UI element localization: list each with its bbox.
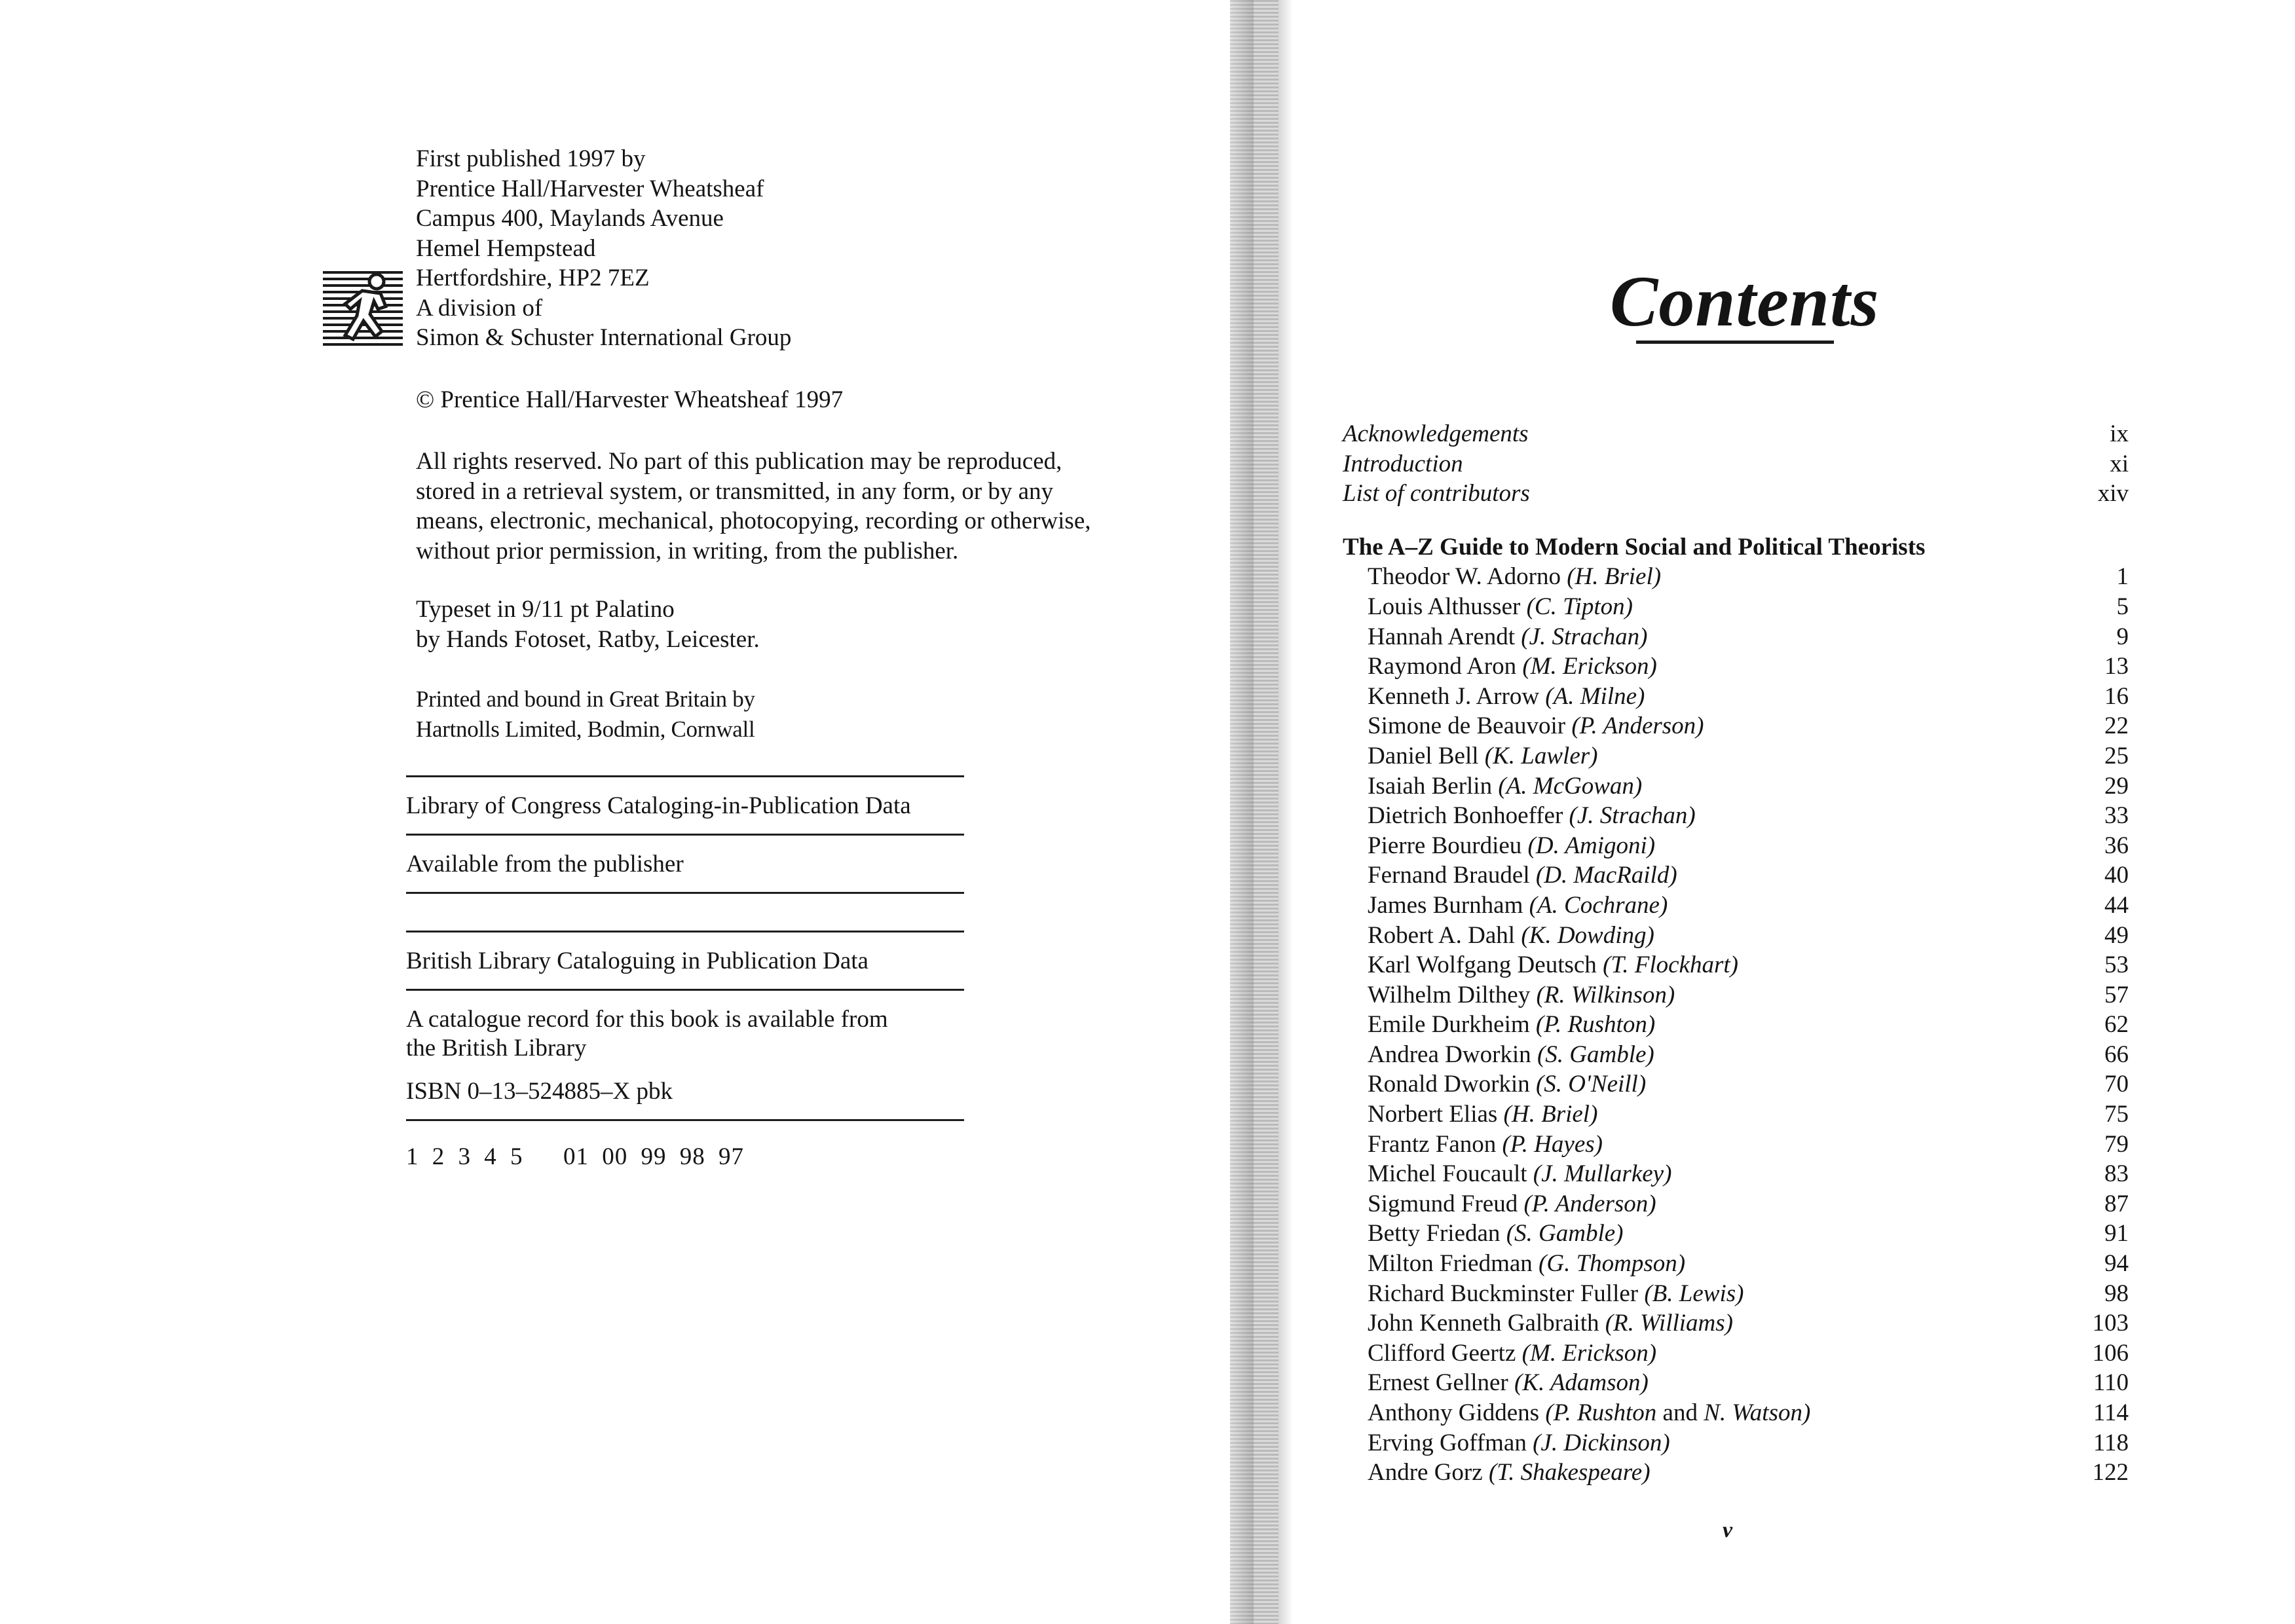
entry-contributor: (K. Lawler): [1484, 742, 1598, 769]
theorist-name: Hannah Arendt: [1368, 623, 1516, 650]
entry-contributor: (H. Briel): [1567, 563, 1662, 591]
toc-entry[interactable]: [1343, 1338, 2129, 1369]
imprint-line: Hemel Hempstead: [416, 234, 596, 262]
rights-line: All rights reserved. No part of this publication may be reproduced,: [416, 448, 1062, 475]
toc-page-number: ix: [2110, 420, 2129, 447]
toc-entry[interactable]: [1343, 1040, 2129, 1070]
toc-entry-label: [1368, 1189, 1656, 1219]
toc-page-number: 25: [2104, 742, 2129, 769]
toc-entry[interactable]: [1343, 1010, 2129, 1040]
toc-entry[interactable]: [1343, 1308, 2129, 1338]
typeset-line: Typeset in 9/11 pt Palatino: [416, 596, 675, 623]
theorist-name: Ronald Dworkin: [1368, 1071, 1530, 1098]
toc-entry-label: [1368, 1159, 1671, 1189]
entry-contributor: (K. Dowding): [1521, 921, 1654, 949]
toc-entry-label: [1368, 652, 1657, 682]
toc-entry[interactable]: [1343, 891, 2129, 921]
toc-entry[interactable]: [1343, 1099, 2129, 1130]
toc-page-number: 66: [2104, 1041, 2129, 1068]
divider: [406, 1119, 964, 1121]
loc-availability: Available from the publisher: [406, 851, 684, 877]
toc-entry-label: [1368, 1308, 1733, 1338]
printing-impression-line: [406, 1143, 744, 1171]
theorist-name: Dietrich Bonhoeffer: [1368, 802, 1563, 830]
toc-entry[interactable]: [1343, 1279, 2129, 1309]
toc-entry[interactable]: [1343, 1219, 2129, 1249]
entry-contributor: (P. Anderson): [1523, 1190, 1656, 1217]
toc-entry-label: [1368, 592, 1633, 622]
publisher-logo-icon: [323, 268, 403, 350]
entry-contributor: (P. Hayes): [1502, 1130, 1603, 1158]
toc-entry[interactable]: [1343, 562, 2129, 592]
cataloguing-box: [406, 775, 964, 1121]
entry-contributor: (B. Lewis): [1644, 1280, 1744, 1307]
toc-entry[interactable]: [1343, 1069, 2129, 1099]
toc-page-number: 91: [2104, 1220, 2129, 1247]
entry-contributor: (G. Thompson): [1539, 1250, 1686, 1278]
toc-page-number: 16: [2104, 682, 2129, 710]
imprint-line: Prentice Hall/Harvester Wheatsheaf: [416, 175, 764, 202]
toc-page-number: 79: [2104, 1130, 2129, 1158]
toc-item-title: Introduction: [1343, 450, 1463, 477]
toc-page-number: 53: [2104, 951, 2129, 979]
entry-contributor: (J. Strachan): [1569, 802, 1696, 830]
theorist-name: Daniel Bell: [1368, 742, 1479, 769]
theorist-name: Anthony Giddens: [1368, 1399, 1540, 1426]
toc-page-number: 1: [2116, 563, 2129, 591]
entry-contributor: (J. Mullarkey): [1533, 1160, 1672, 1188]
toc-page-number: 9: [2116, 623, 2129, 650]
theorist-name: Erving Goffman: [1368, 1429, 1527, 1456]
imprint-line: Simon & Schuster International Group: [416, 324, 792, 351]
printer-line: Hartnolls Limited, Bodmin, Cornwall: [416, 716, 755, 742]
bl-record: [406, 991, 964, 1119]
imprint-line: Hertfordshire, HP2 7EZ: [416, 265, 650, 291]
toc-entry[interactable]: [1343, 682, 2129, 712]
entry-contributor: (S. O'Neill): [1535, 1071, 1647, 1098]
toc-page-number: 75: [2104, 1101, 2129, 1128]
entry-contributor: (A. McGowan): [1498, 772, 1643, 800]
theorist-name: Raymond Aron: [1368, 653, 1517, 680]
toc-entry-label: [1368, 1249, 1685, 1279]
contents-title: Contents: [1610, 261, 1880, 341]
toc-entry[interactable]: [1343, 711, 2129, 741]
theorist-name: Sigmund Freud: [1368, 1190, 1518, 1217]
section-heading-text: The A–Z Guide to Modern Social and Political Theorists: [1343, 533, 1926, 561]
toc-entry-label: [1368, 1458, 1651, 1488]
toc-entry[interactable]: [1343, 801, 2129, 831]
toc-entry-label: [1368, 1069, 1646, 1099]
toc-page-number: 106: [2092, 1339, 2129, 1367]
theorist-name: Isaiah Berlin: [1368, 772, 1493, 800]
theorist-entry-list: [1343, 562, 2129, 1487]
toc-page-number: 114: [2093, 1399, 2129, 1426]
toc-page-number: 57: [2104, 981, 2129, 1008]
theorist-name: Andre Gorz: [1368, 1459, 1483, 1486]
title-underline: [1636, 341, 1834, 344]
toc-entry-label: [1368, 831, 1655, 861]
toc-entry[interactable]: [1343, 1398, 2129, 1428]
theorist-name: Andrea Dworkin: [1368, 1041, 1531, 1068]
theorist-name: Karl Wolfgang Deutsch: [1368, 951, 1597, 979]
toc-entry-label: [1368, 1040, 1654, 1070]
entry-contributor: (S. Gamble): [1537, 1041, 1654, 1068]
toc-entry[interactable]: [1343, 1249, 2129, 1279]
toc-entry-label: [1368, 711, 1704, 741]
toc-front-matter-item[interactable]: [1343, 479, 2129, 509]
toc-entry-label: [1368, 1010, 1655, 1040]
toc-entry-label: [1368, 741, 1597, 771]
theorist-name: John Kenneth Galbraith: [1368, 1310, 1599, 1337]
toc-page-number: 122: [2092, 1459, 2129, 1486]
theorist-name: James Burnham: [1368, 891, 1523, 919]
toc-entry-label: [1368, 1398, 1810, 1428]
imprint-line: First published 1997 by: [416, 145, 646, 172]
toc-page-number: 5: [2116, 593, 2129, 620]
rights-line: without prior permission, in writing, from the publisher.: [416, 537, 959, 564]
toc-page-number: 118: [2093, 1429, 2129, 1456]
toc-front-matter-item[interactable]: [1343, 449, 2129, 479]
table-of-contents: [1343, 419, 2129, 1488]
theorist-name: Milton Friedman: [1368, 1250, 1533, 1278]
page-folio: v: [1723, 1518, 1733, 1542]
toc-entry[interactable]: [1343, 1189, 2129, 1219]
entry-contributor: (J. Dickinson): [1533, 1429, 1670, 1456]
toc-entry-label: [1368, 562, 1661, 592]
toc-entry[interactable]: [1343, 741, 2129, 771]
theorist-name: Norbert Elias: [1368, 1101, 1498, 1128]
rights-line: means, electronic, mechanical, photocopying, recording or otherwise,: [416, 507, 1091, 534]
bl-heading: British Library Cataloguing in Publication Data: [406, 948, 868, 974]
entry-contributor: (T. Shakespeare): [1488, 1459, 1651, 1486]
toc-page-number: 94: [2104, 1250, 2129, 1278]
toc-entry[interactable]: [1343, 1130, 2129, 1160]
toc-entry-label: [1368, 682, 1645, 712]
toc-page-number: 103: [2092, 1310, 2129, 1337]
toc-page-number: 83: [2104, 1160, 2129, 1188]
toc-page-number: 22: [2104, 712, 2129, 740]
entry-contributor: (A. Cochrane): [1529, 891, 1668, 919]
theorist-name: Louis Althusser: [1368, 593, 1521, 620]
theorist-name: Theodor W. Adorno: [1368, 563, 1561, 591]
toc-entry-label: [1368, 1219, 1623, 1249]
imprint-line: A division of: [416, 294, 543, 322]
toc-page-number: 110: [2093, 1369, 2129, 1397]
theorist-name: Clifford Geertz: [1368, 1339, 1516, 1367]
entry-contributor: (K. Adamson): [1514, 1369, 1649, 1397]
entry-contributor: (M. Erickson): [1521, 1339, 1657, 1367]
theorist-name: Ernest Gellner: [1368, 1369, 1508, 1397]
toc-front-matter-item[interactable]: [1343, 419, 2129, 449]
toc-entry-label: [1368, 1130, 1603, 1160]
typeset-credit: [416, 595, 760, 654]
toc-entry[interactable]: [1343, 831, 2129, 861]
toc-page-number: 29: [2104, 772, 2129, 800]
toc-page-number: 98: [2104, 1280, 2129, 1307]
rights-statement: [416, 447, 1091, 566]
toc-entry-label: [1368, 801, 1696, 831]
copyright-notice: © Prentice Hall/Harvester Wheatsheaf 1997: [416, 386, 844, 413]
theorist-name: Kenneth J. Arrow: [1368, 682, 1540, 710]
toc-item-title: List of contributors: [1343, 480, 1530, 507]
toc-entry-label: [1368, 1099, 1597, 1130]
entry-contributor: (R. Williams): [1605, 1310, 1733, 1337]
theorist-name: Pierre Bourdieu: [1368, 832, 1522, 859]
toc-item-title: Acknowledgements: [1343, 420, 1529, 447]
toc-entry[interactable]: [1343, 592, 2129, 622]
toc-page-number: 87: [2104, 1190, 2129, 1217]
toc-entry[interactable]: [1343, 980, 2129, 1010]
toc-entry-label: [1368, 622, 1647, 652]
toc-page-number: 70: [2104, 1071, 2129, 1098]
bl-record-line: the British Library: [406, 1035, 587, 1061]
toc-entry-label: [1368, 891, 1668, 921]
toc-page-number: xi: [2110, 450, 2129, 477]
toc-page-number: 40: [2104, 862, 2129, 889]
toc-page-number: xiv: [2097, 480, 2129, 507]
entry-contributor: (C. Tipton): [1526, 593, 1633, 620]
impression-years: 01 00 99 98 97: [563, 1143, 744, 1170]
bl-record-line: A catalogue record for this book is available from: [406, 1006, 888, 1033]
rights-line: stored in a retrieval system, or transmitted, in any form, or by any: [416, 477, 1054, 505]
entry-contributor: (T. Flockhart): [1603, 951, 1738, 979]
theorist-name: Betty Friedan: [1368, 1220, 1501, 1247]
entry-contributor: (P. Rushton): [1535, 1011, 1656, 1039]
entry-contributor: (S. Gamble): [1506, 1220, 1624, 1247]
toc-entry-label: [1368, 980, 1675, 1010]
printer-line: Printed and bound in Great Britain by: [416, 686, 755, 712]
entry-contributor: (P. Rushton and N. Watson): [1545, 1399, 1811, 1426]
theorist-name: Fernand Braudel: [1368, 862, 1530, 889]
toc-entry[interactable]: [1343, 622, 2129, 652]
toc-entry[interactable]: [1343, 860, 2129, 891]
entry-contributor: (M. Erickson): [1522, 653, 1657, 680]
toc-page-number: 13: [2104, 653, 2129, 680]
toc-page-number: 44: [2104, 891, 2129, 919]
entry-contributor: (A. Milne): [1545, 682, 1645, 710]
toc-entry-label: [1368, 1368, 1649, 1398]
imprint-line: Campus 400, Maylands Avenue: [416, 205, 724, 232]
typeset-line: by Hands Fotoset, Ratby, Leicester.: [416, 625, 760, 653]
toc-entry[interactable]: [1343, 652, 2129, 682]
entry-contributor: (J. Strachan): [1521, 623, 1648, 650]
toc-entry[interactable]: [1343, 771, 2129, 802]
entry-contributor: (D. Amigoni): [1527, 832, 1656, 859]
toc-entry-label: [1368, 1428, 1670, 1458]
entry-contributor: (P. Anderson): [1571, 712, 1704, 740]
theorist-name: Michel Foucault: [1368, 1160, 1527, 1188]
toc-page-number: 62: [2104, 1011, 2129, 1039]
toc-section-heading: [1343, 532, 2129, 563]
entry-contributor: (R. Wilkinson): [1536, 981, 1675, 1008]
toc-entry-label: [1368, 1338, 1656, 1369]
theorist-name: Simone de Beauvoir: [1368, 712, 1566, 740]
toc-entry[interactable]: [1343, 950, 2129, 980]
theorist-name: Emile Durkheim: [1368, 1011, 1530, 1039]
toc-entry[interactable]: [1343, 1159, 2129, 1189]
toc-entry[interactable]: [1343, 1458, 2129, 1488]
toc-page-number: 33: [2104, 802, 2129, 830]
isbn: ISBN 0–13–524885–X pbk: [406, 1078, 673, 1105]
toc-entry[interactable]: [1343, 921, 2129, 951]
entry-contributor: (D. MacRaild): [1535, 862, 1677, 889]
impression-numbers: 1 2 3 4 5: [406, 1143, 523, 1170]
loc-heading: Library of Congress Cataloging-in-Publication Data: [406, 792, 911, 819]
toc-entry-label: [1368, 950, 1738, 980]
book-gutter: [1230, 0, 1278, 1624]
toc-entry-label: [1368, 1279, 1744, 1309]
theorist-name: Robert A. Dahl: [1368, 921, 1516, 949]
theorist-name: Frantz Fanon: [1368, 1130, 1497, 1158]
toc-entry-label: [1368, 921, 1654, 951]
entry-contributor: (H. Briel): [1503, 1101, 1598, 1128]
theorist-name: Richard Buckminster Fuller: [1368, 1280, 1639, 1307]
theorist-name: Wilhelm Dilthey: [1368, 981, 1531, 1008]
toc-page-number: 36: [2104, 832, 2129, 859]
toc-entry-label: [1368, 860, 1677, 891]
toc-entry[interactable]: [1343, 1428, 2129, 1458]
printer-credit: [416, 684, 755, 744]
toc-page-number: 49: [2104, 921, 2129, 949]
publisher-imprint: [416, 144, 791, 353]
toc-entry[interactable]: [1343, 1368, 2129, 1398]
toc-entry-label: [1368, 771, 1642, 802]
